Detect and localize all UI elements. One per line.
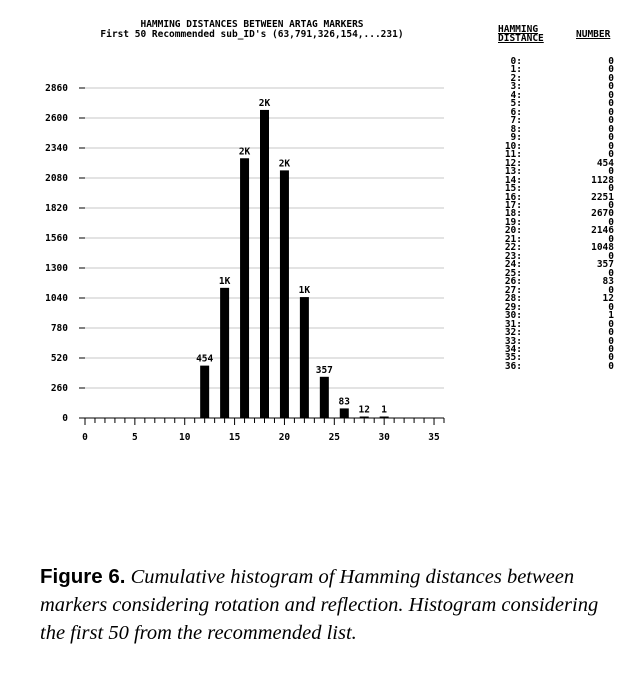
table-distance-cell: 7: <box>510 115 522 127</box>
table-distance-cell: 28: <box>504 293 522 305</box>
table-number-cell: 0 <box>608 64 614 76</box>
table-distance-cell: 25: <box>504 267 522 279</box>
table-number-cell: 0 <box>608 360 614 372</box>
table-header-distance: HAMMING DISTANCE <box>498 24 544 44</box>
table-number-cell: 0 <box>608 284 614 296</box>
table-number-cell: 0 <box>608 267 614 279</box>
table-number-cell: 0 <box>608 140 614 152</box>
table-number-cell: 0 <box>608 216 614 228</box>
table-header-number: NUMBER <box>576 29 611 40</box>
table-number-cell: 0 <box>608 132 614 144</box>
table-distance-cell: 6: <box>510 106 522 118</box>
bar-label: 2K <box>238 146 251 158</box>
y-tick-label: 2600 <box>45 113 68 124</box>
y-tick-label: 0 <box>62 413 68 424</box>
bar <box>320 377 329 418</box>
x-tick-label: 10 <box>178 432 191 443</box>
table-number-cell: 0 <box>608 166 614 178</box>
table-number-cell: 1 <box>608 310 614 322</box>
y-tick-label: 2860 <box>45 83 68 94</box>
y-tick-label: 2340 <box>45 143 68 154</box>
table-number-cell: 0 <box>608 115 614 127</box>
table-number-cell: 0 <box>608 352 614 364</box>
bar-label: 83 <box>338 396 351 408</box>
bar-label: 1K <box>298 285 311 297</box>
table-number-cell: 454 <box>596 157 614 169</box>
table-number-cell: 0 <box>608 149 614 161</box>
y-tick-label: 1820 <box>45 203 68 214</box>
table-distance-cell: 21: <box>504 233 522 245</box>
x-tick-label: 25 <box>328 432 341 443</box>
bar-label: 454 <box>196 353 214 365</box>
y-tick-label: 780 <box>50 323 68 334</box>
table-distance-cell: 9: <box>510 132 522 144</box>
table-number-cell: 0 <box>608 301 614 313</box>
table-number-cell: 0 <box>608 106 614 118</box>
table-distance-cell: 4: <box>510 89 522 101</box>
table-distance-cell: 32: <box>504 327 522 339</box>
table-distance-cell: 18: <box>504 208 522 220</box>
bar-label: 2K <box>258 97 271 109</box>
x-tick-label: 5 <box>131 432 138 443</box>
caption-text: Cumulative histogram of Hamming distances between markers considering rotation and reflection. Histogram considering the first 50 from the recommended list. <box>40 566 599 644</box>
bar <box>200 366 209 418</box>
table-distance-cell: 17: <box>504 199 522 211</box>
table-number-cell: 357 <box>596 259 614 271</box>
table-distance-cell: 36: <box>504 360 522 372</box>
table-number-cell: 0 <box>608 81 614 93</box>
bar <box>380 417 389 419</box>
bar <box>300 297 309 418</box>
table-number-cell: 0 <box>608 318 614 330</box>
bar-label: 357 <box>315 364 333 376</box>
x-tick-label: 20 <box>278 432 291 443</box>
table-number-cell: 0 <box>608 98 614 110</box>
x-tick-label: 15 <box>228 432 241 443</box>
table-distance-cell: 33: <box>504 335 522 347</box>
table-distance-cell: 3: <box>510 81 522 93</box>
x-tick-label: 0 <box>82 432 88 443</box>
table-distance-cell: 31: <box>504 318 522 330</box>
table-distance-cell: 12: <box>504 157 522 169</box>
table-number-cell: 2251 <box>591 191 614 203</box>
figure-caption <box>40 563 610 647</box>
table-number-cell: 0 <box>608 72 614 84</box>
table-number-cell: 0 <box>608 335 614 347</box>
bar <box>280 170 289 418</box>
table-number-cell: 0 <box>608 250 614 262</box>
x-tick-label: 35 <box>428 432 440 443</box>
table-distance-cell: 11: <box>504 149 522 161</box>
bar-label: 2K <box>278 158 291 170</box>
bar <box>340 408 349 418</box>
table-distance-cell: 27: <box>504 284 522 296</box>
table-distance-cell: 26: <box>504 276 522 288</box>
table-number-cell: 0 <box>608 233 614 245</box>
table-number-cell: 0 <box>608 89 614 101</box>
y-tick-label: 2080 <box>45 173 68 184</box>
table-number-cell: 1128 <box>591 174 614 186</box>
y-tick-label: 1300 <box>45 263 68 274</box>
chart-title-line1: HAMMING DISTANCES BETWEEN ARTAG MARKERS <box>140 19 364 30</box>
table-distance-cell: 13: <box>504 166 522 178</box>
y-tick-label: 1560 <box>45 233 68 244</box>
table-distance-cell: 30: <box>504 310 522 322</box>
table-distance-cell: 16: <box>504 191 522 203</box>
table-distance-cell: 19: <box>504 216 522 228</box>
table-distance-cell: 8: <box>510 123 522 135</box>
bar-label: 1 <box>381 404 388 416</box>
table-distance-cell: 5: <box>510 98 522 110</box>
table-number-cell: 0 <box>608 327 614 339</box>
table-distance-cell: 15: <box>504 183 522 195</box>
bar <box>260 110 269 418</box>
table-distance-cell: 34: <box>504 343 522 355</box>
table-distance-cell: 22: <box>504 242 522 254</box>
x-tick-label: 30 <box>378 432 390 443</box>
table-distance-cell: 29: <box>504 301 522 313</box>
table-distance-cell: 23: <box>504 250 522 262</box>
table-distance-cell: 24: <box>504 259 522 271</box>
y-tick-label: 520 <box>50 353 68 364</box>
table-number-cell: 1048 <box>591 242 614 254</box>
y-tick-label: 260 <box>50 383 68 394</box>
table-distance-cell: 2: <box>510 72 522 84</box>
table-number-cell: 0 <box>608 343 614 355</box>
table-number-cell: 0 <box>608 183 614 195</box>
bar-label: 12 <box>358 404 370 416</box>
bar <box>240 158 249 418</box>
bar-label: 1K <box>218 275 231 287</box>
caption-label: Figure 6. <box>40 565 126 588</box>
table-number-cell: 2146 <box>591 225 614 237</box>
table-number-cell: 83 <box>602 276 614 288</box>
table-number-cell: 12 <box>602 293 614 305</box>
table-distance-cell: 1: <box>510 64 522 76</box>
table-number-cell: 0 <box>608 56 614 67</box>
bar <box>360 417 369 419</box>
bar <box>220 288 229 418</box>
table-distance-cell: 0: <box>510 56 522 67</box>
y-tick-label: 1040 <box>45 293 68 304</box>
table-distance-cell: 20: <box>504 225 522 237</box>
table-distance-cell: 35: <box>504 352 522 364</box>
table-number-cell: 2670 <box>591 208 614 220</box>
table-distance-cell: 10: <box>504 140 522 152</box>
table-number-cell: 0 <box>608 123 614 135</box>
chart-title-line2: First 50 Recommended sub_ID's (63,791,326,154,...231) <box>100 29 404 40</box>
table-distance-cell: 14: <box>504 174 522 186</box>
table-number-cell: 0 <box>608 199 614 211</box>
